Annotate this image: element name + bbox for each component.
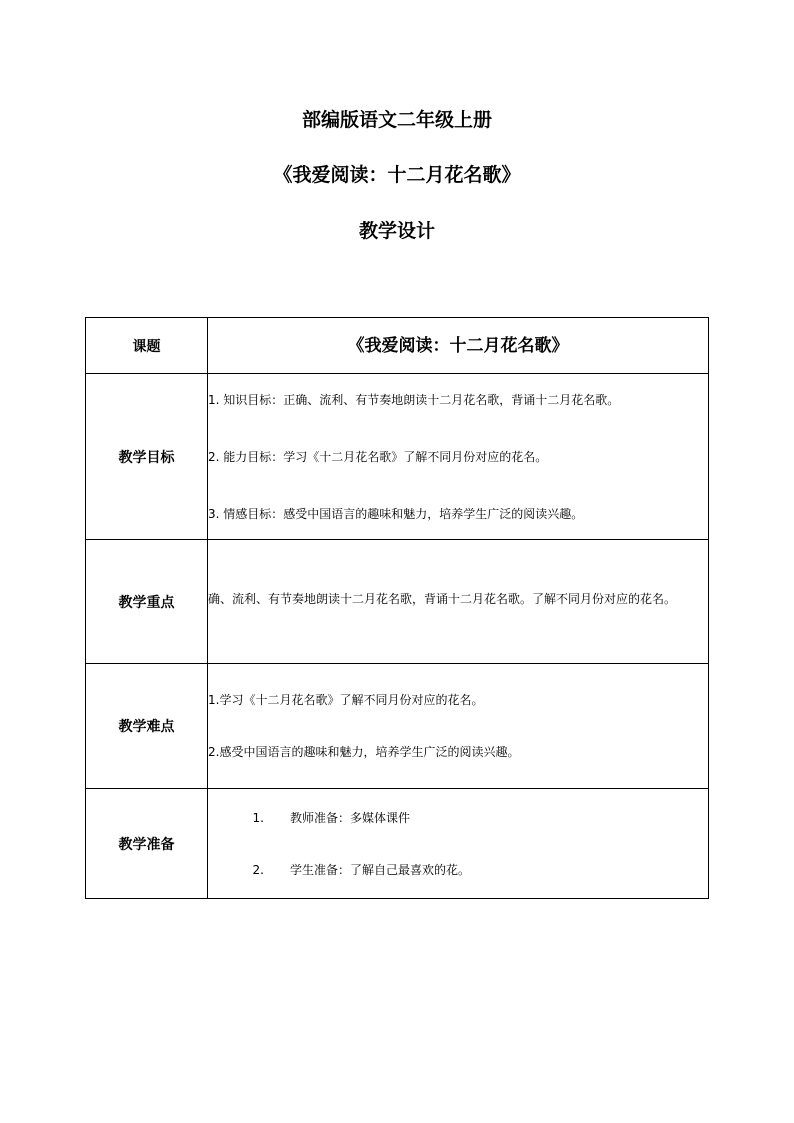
table-row-topic <box>86 318 709 374</box>
table-row-goals <box>86 374 709 540</box>
table-row-focus <box>86 540 709 664</box>
preparation-item-number: 1. <box>252 810 264 825</box>
document-subtitle: 教学设计 <box>358 220 435 242</box>
difficulty-item: 1.学习《十二月花名歌》了解不同月份对应的花名。 <box>208 693 484 707</box>
goal-item: 2. 能力目标：学习《十二月花名歌》了解不同月份对应的花名。 <box>208 449 548 464</box>
preparation-item <box>208 862 708 878</box>
focus-content <box>208 540 709 664</box>
focus-text: 确、流利、有节奏地朗读十二月花名歌，背诵十二月花名歌。了解不同月份对应的花名。 <box>208 592 677 606</box>
goals-label: 教学目标 <box>86 374 208 540</box>
preparation-item-text: 教师准备：多媒体课件 <box>290 810 411 825</box>
topic-label: 课题 <box>86 318 208 374</box>
difficulty-label: 教学难点 <box>86 664 208 789</box>
lesson-plan-table <box>85 317 709 899</box>
preparation-item-text: 学生准备：了解自己最喜欢的花。 <box>290 862 471 877</box>
preparation-item-number: 2. <box>252 862 264 877</box>
goal-item: 3. 情感目标：感受中国语言的趣味和魅力，培养学生广泛的阅读兴趣。 <box>208 506 584 521</box>
preparation-label: 教学准备 <box>86 789 208 899</box>
table-row-preparation <box>86 789 709 899</box>
preparation-item <box>208 810 708 826</box>
difficulty-content <box>208 664 709 789</box>
preparation-content <box>208 789 709 899</box>
lesson-title: 《我爱阅读：十二月花名歌》 <box>273 164 521 186</box>
topic-value: 《我爱阅读：十二月花名歌》 <box>208 318 709 374</box>
focus-label: 教学重点 <box>86 540 208 664</box>
goal-item: 1. 知识目标：正确、流利、有节奏地朗读十二月花名歌，背诵十二月花名歌。 <box>208 392 620 407</box>
difficulty-item: 2.感受中国语言的趣味和魅力，培养学生广泛的阅读兴趣。 <box>208 745 520 759</box>
table-row-difficulty <box>86 664 709 789</box>
goals-content <box>208 374 709 540</box>
document-title: 部编版语文二年级上册 <box>301 109 492 131</box>
